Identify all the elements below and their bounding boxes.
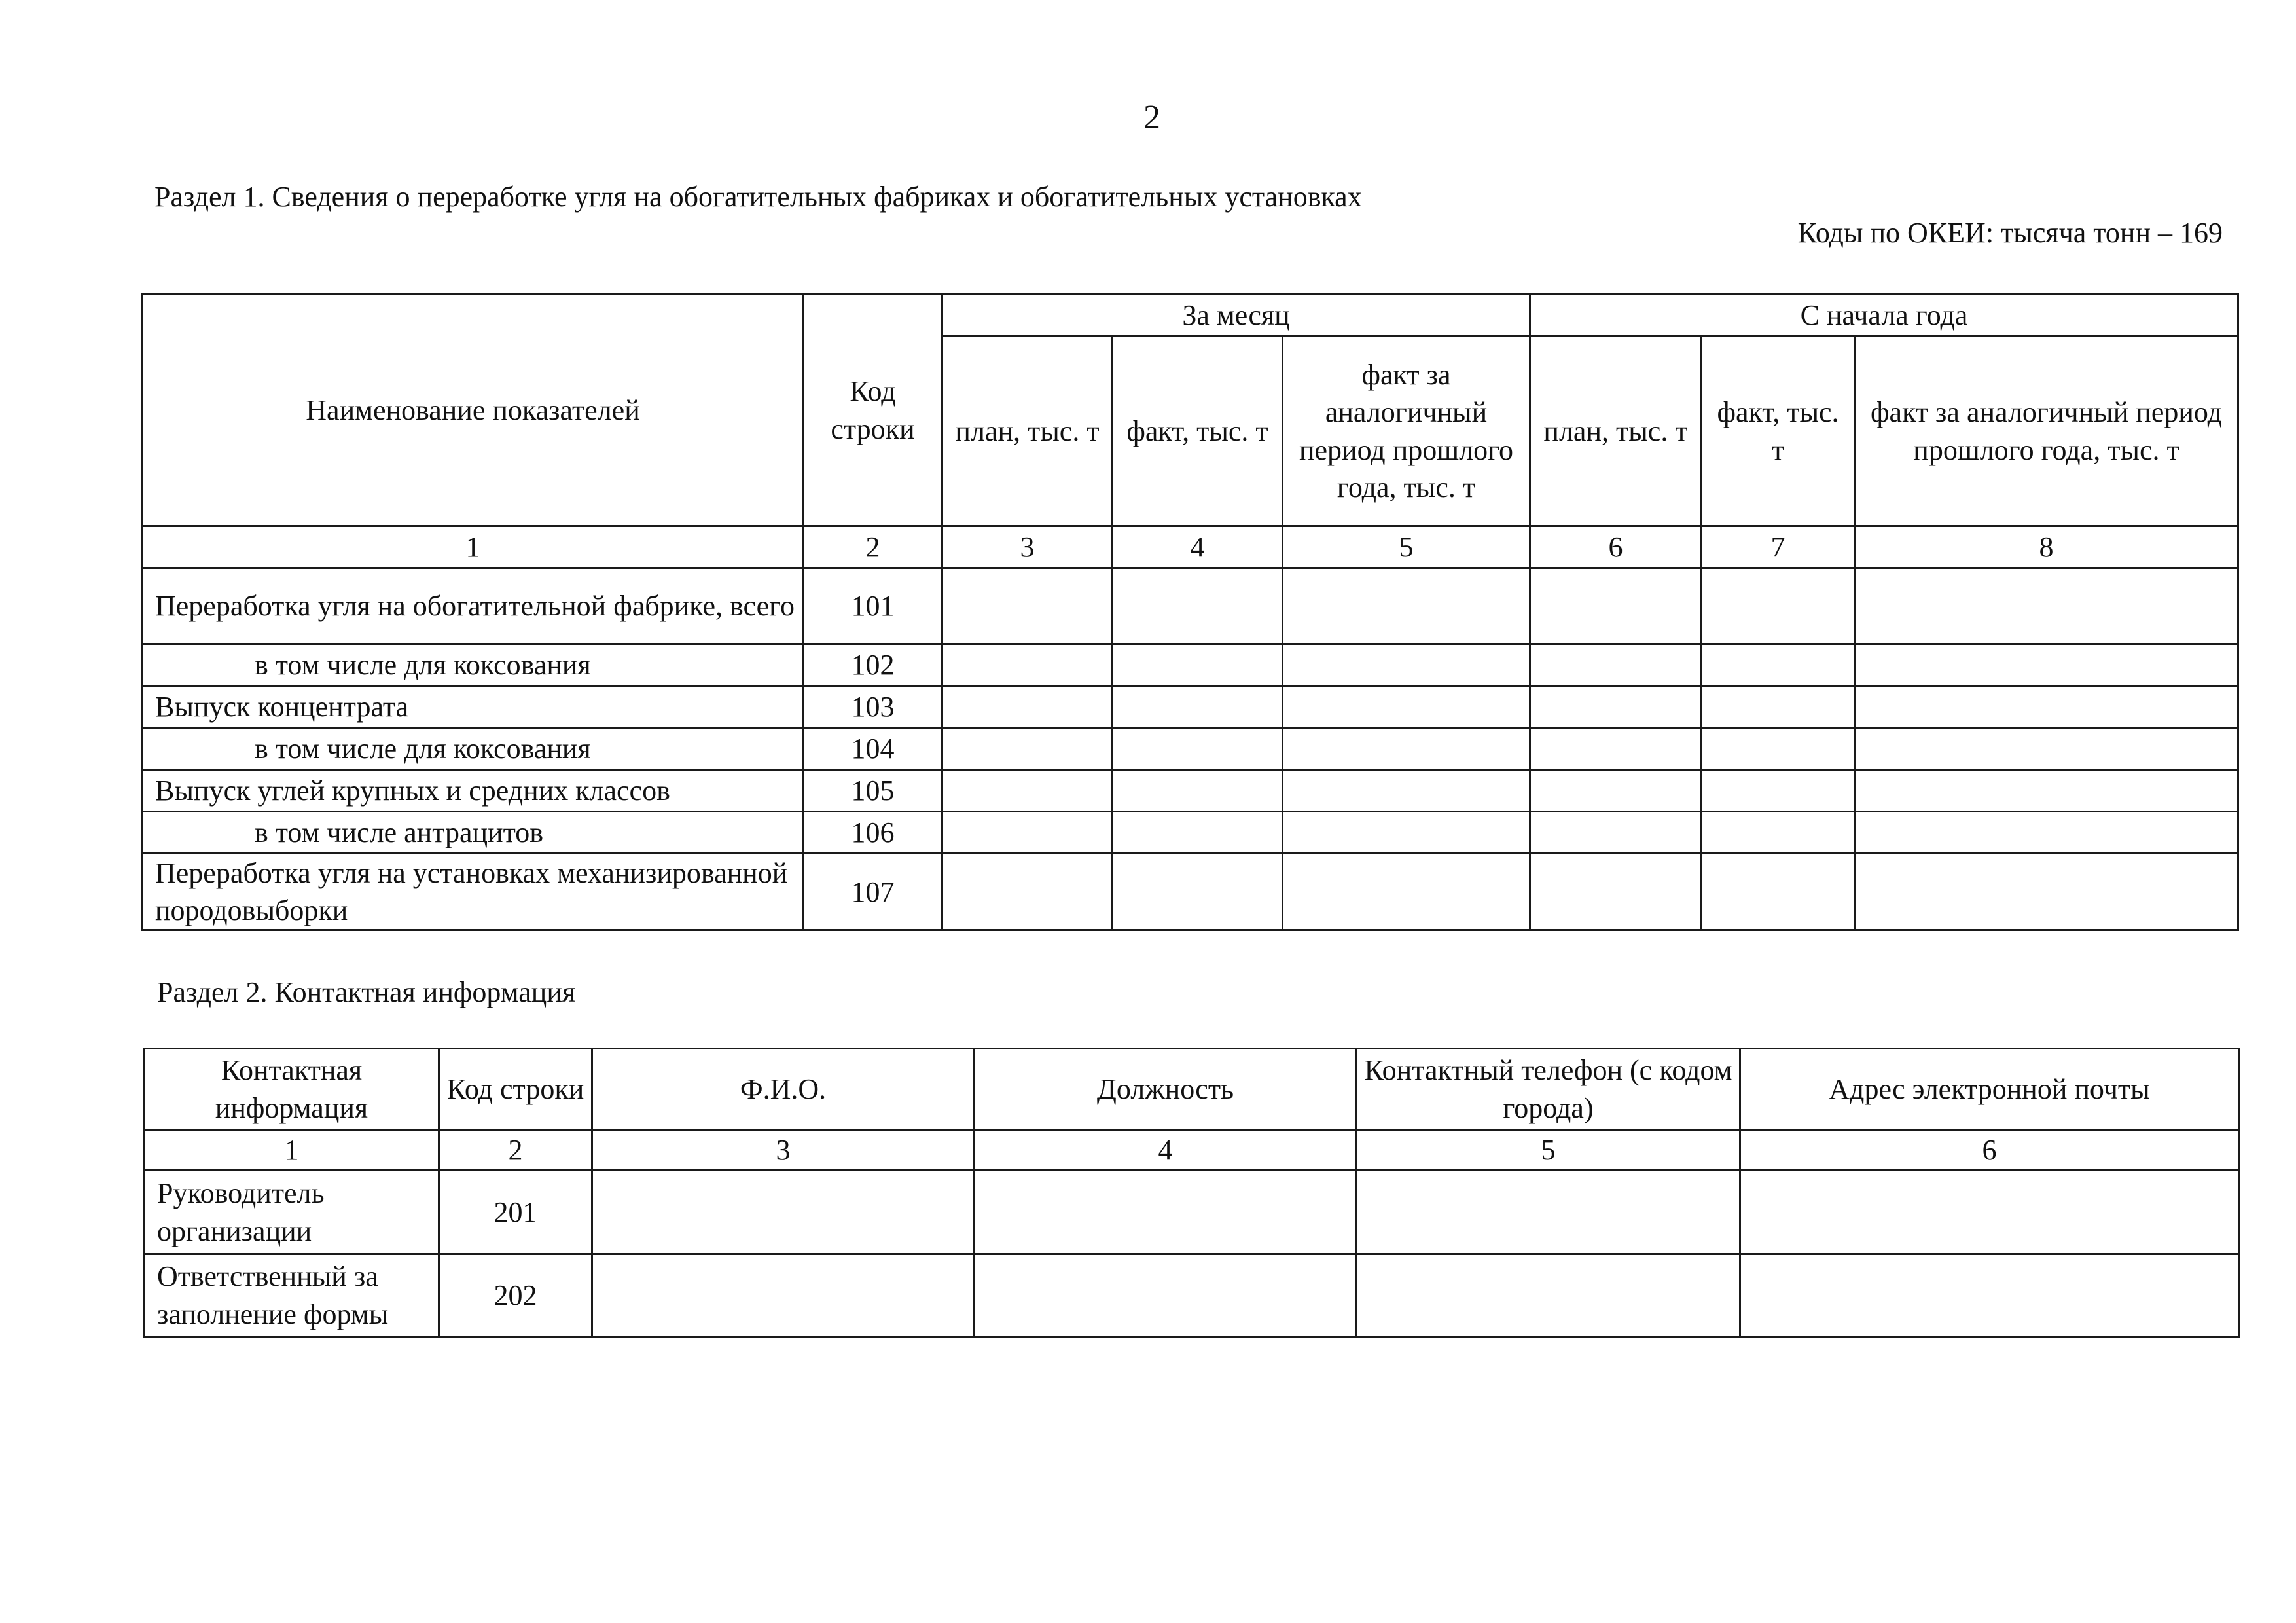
position-cell[interactable] bbox=[975, 1171, 1357, 1254]
data-cell[interactable] bbox=[1113, 812, 1283, 854]
row-code: 105 bbox=[804, 770, 942, 812]
page-number: 2 bbox=[1143, 99, 1160, 136]
table-row bbox=[143, 854, 2238, 930]
data-cell[interactable] bbox=[1283, 770, 1530, 812]
table-row bbox=[143, 812, 2238, 854]
data-cell[interactable] bbox=[942, 568, 1113, 644]
data-cell[interactable] bbox=[1855, 568, 2238, 644]
table-row bbox=[145, 1254, 2239, 1337]
header-phone: Контактный телефон (с кодом города) bbox=[1357, 1049, 1740, 1130]
header-year-group: С начала года bbox=[1530, 295, 2238, 337]
header-position: Должность bbox=[975, 1049, 1357, 1130]
data-cell[interactable] bbox=[942, 770, 1113, 812]
row-name: в том числе для коксования bbox=[143, 644, 804, 686]
phone-cell[interactable] bbox=[1357, 1254, 1740, 1337]
data-cell[interactable] bbox=[1530, 770, 1702, 812]
data-cell[interactable] bbox=[1855, 812, 2238, 854]
data-cell[interactable] bbox=[1283, 686, 1530, 728]
row-name: Переработка угля на обогатительной фабрике, всего bbox=[143, 568, 804, 644]
data-cell[interactable] bbox=[1702, 728, 1855, 770]
data-cell[interactable] bbox=[1530, 728, 1702, 770]
header-month-group: За месяц bbox=[942, 295, 1530, 337]
data-cell[interactable] bbox=[1530, 812, 1702, 854]
data-cell[interactable] bbox=[942, 728, 1113, 770]
data-cell[interactable] bbox=[1855, 770, 2238, 812]
row-name: в том числе антрацитов bbox=[143, 812, 804, 854]
data-cell[interactable] bbox=[1702, 812, 1855, 854]
table-row bbox=[145, 1171, 2239, 1254]
data-cell[interactable] bbox=[1283, 854, 1530, 930]
data-cell[interactable] bbox=[1113, 686, 1283, 728]
data-cell[interactable] bbox=[1283, 644, 1530, 686]
column-number: 3 bbox=[592, 1130, 975, 1171]
header-contact-info: Контактная информация bbox=[145, 1049, 439, 1130]
column-number: 6 bbox=[1530, 526, 1702, 568]
contact-name: Ответственный за заполнение формы bbox=[145, 1254, 439, 1337]
column-number: 1 bbox=[145, 1130, 439, 1171]
column-number: 3 bbox=[942, 526, 1113, 568]
column-number: 1 bbox=[143, 526, 804, 568]
header-row-code: Код строки bbox=[804, 295, 942, 526]
fio-cell[interactable] bbox=[592, 1254, 975, 1337]
header-month-prev-year: факт за аналогичный период прошлого года, тыс. т bbox=[1283, 337, 1530, 526]
data-cell[interactable] bbox=[1855, 854, 2238, 930]
header-fio: Ф.И.О. bbox=[592, 1049, 975, 1130]
header-indicator-name: Наименование показателей bbox=[143, 295, 804, 526]
header-year-prev-year: факт за аналогичный период прошлого года, тыс. т bbox=[1855, 337, 2238, 526]
data-cell[interactable] bbox=[1113, 568, 1283, 644]
column-number: 2 bbox=[439, 1130, 592, 1171]
row-name: в том числе для коксования bbox=[143, 728, 804, 770]
row-code: 103 bbox=[804, 686, 942, 728]
data-cell[interactable] bbox=[942, 686, 1113, 728]
data-cell[interactable] bbox=[1530, 854, 1702, 930]
data-cell[interactable] bbox=[1855, 644, 2238, 686]
table-row bbox=[143, 728, 2238, 770]
data-cell[interactable] bbox=[1855, 728, 2238, 770]
position-cell[interactable] bbox=[975, 1254, 1357, 1337]
row-code: 107 bbox=[804, 854, 942, 930]
data-cell[interactable] bbox=[1702, 854, 1855, 930]
column-number: 5 bbox=[1283, 526, 1530, 568]
row-code: 104 bbox=[804, 728, 942, 770]
data-cell[interactable] bbox=[1283, 568, 1530, 644]
email-cell[interactable] bbox=[1740, 1254, 2239, 1337]
contact-name: Руководитель организации bbox=[145, 1171, 439, 1254]
header-row-code: Код строки bbox=[439, 1049, 592, 1130]
header-year-fact: факт, тыс. т bbox=[1702, 337, 1855, 526]
table-row bbox=[143, 770, 2238, 812]
okei-code-note: Коды по ОКЕИ: тысяча тонн – 169 bbox=[1797, 217, 2223, 249]
section1-title: Раздел 1. Сведения о переработке угля на обогатительных фабриках и обогатительных установках bbox=[154, 181, 1362, 213]
column-number-row bbox=[143, 526, 2238, 568]
data-cell[interactable] bbox=[1113, 854, 1283, 930]
contact-info-table bbox=[143, 1048, 2240, 1338]
data-cell[interactable] bbox=[942, 644, 1113, 686]
fio-cell[interactable] bbox=[592, 1171, 975, 1254]
column-number: 8 bbox=[1855, 526, 2238, 568]
table-row bbox=[143, 686, 2238, 728]
data-cell[interactable] bbox=[1702, 686, 1855, 728]
data-cell[interactable] bbox=[1283, 812, 1530, 854]
data-cell[interactable] bbox=[942, 812, 1113, 854]
data-cell[interactable] bbox=[1113, 770, 1283, 812]
data-cell[interactable] bbox=[1855, 686, 2238, 728]
row-code: 202 bbox=[439, 1254, 592, 1337]
coal-processing-table bbox=[141, 293, 2239, 931]
data-cell[interactable] bbox=[1113, 644, 1283, 686]
data-cell[interactable] bbox=[1702, 770, 1855, 812]
data-cell[interactable] bbox=[1702, 644, 1855, 686]
email-cell[interactable] bbox=[1740, 1171, 2239, 1254]
phone-cell[interactable] bbox=[1357, 1171, 1740, 1254]
column-number: 6 bbox=[1740, 1130, 2239, 1171]
table-row bbox=[143, 568, 2238, 644]
table-row bbox=[143, 644, 2238, 686]
row-code: 106 bbox=[804, 812, 942, 854]
header-month-fact: факт, тыс. т bbox=[1113, 337, 1283, 526]
data-cell[interactable] bbox=[942, 854, 1113, 930]
header-year-plan: план, тыс. т bbox=[1530, 337, 1702, 526]
column-number: 4 bbox=[1113, 526, 1283, 568]
data-cell[interactable] bbox=[1530, 644, 1702, 686]
data-cell[interactable] bbox=[1530, 568, 1702, 644]
row-name: Переработка угля на установках механизированной породовыборки bbox=[143, 854, 804, 930]
row-code: 101 bbox=[804, 568, 942, 644]
row-code: 102 bbox=[804, 644, 942, 686]
column-number: 5 bbox=[1357, 1130, 1740, 1171]
data-cell[interactable] bbox=[1113, 728, 1283, 770]
row-name: Выпуск концентрата bbox=[143, 686, 804, 728]
data-cell[interactable] bbox=[1702, 568, 1855, 644]
column-number-row bbox=[145, 1130, 2239, 1171]
column-number: 7 bbox=[1702, 526, 1855, 568]
column-number: 4 bbox=[975, 1130, 1357, 1171]
row-name: Выпуск углей крупных и средних классов bbox=[143, 770, 804, 812]
row-code: 201 bbox=[439, 1171, 592, 1254]
header-month-plan: план, тыс. т bbox=[942, 337, 1113, 526]
data-cell[interactable] bbox=[1530, 686, 1702, 728]
data-cell[interactable] bbox=[1283, 728, 1530, 770]
section2-title: Раздел 2. Контактная информация bbox=[157, 976, 576, 1008]
column-number: 2 bbox=[804, 526, 942, 568]
header-email: Адрес электронной почты bbox=[1740, 1049, 2239, 1130]
